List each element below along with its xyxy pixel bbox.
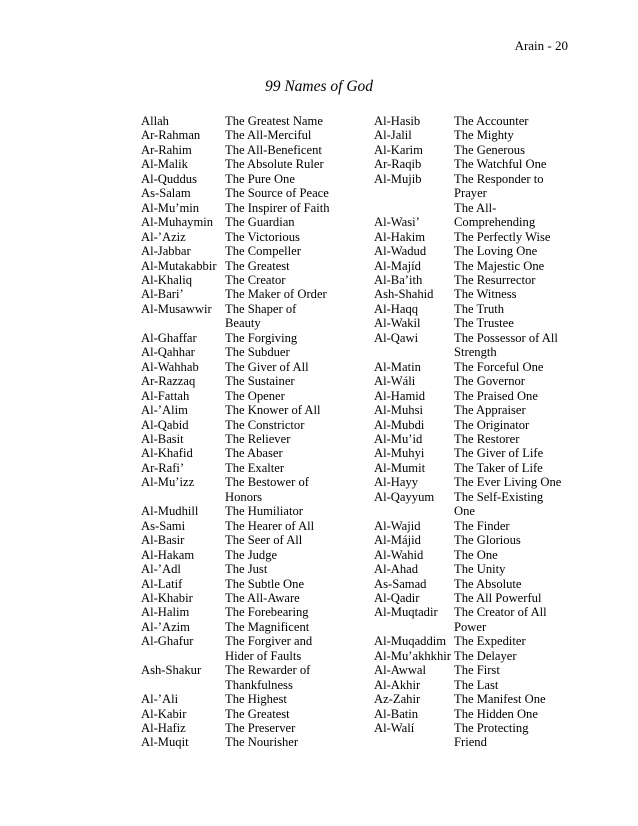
name-row [374, 490, 561, 504]
name-row [141, 316, 330, 330]
name-row [141, 273, 330, 287]
name-meaning: Comprehending [454, 215, 536, 230]
name-meaning: The All-Merciful [225, 128, 312, 143]
arabic-name: Al-’Adl [141, 562, 181, 577]
name-meaning: Thankfulness [225, 677, 293, 692]
name-row [374, 215, 561, 229]
name-meaning: The Creator [225, 272, 286, 287]
arabic-name [141, 649, 225, 663]
name-meaning: The Hidden One [454, 706, 538, 721]
arabic-name [141, 316, 225, 330]
name-row [374, 331, 561, 345]
name-meaning: The Delayer [454, 648, 517, 663]
name-row [141, 707, 330, 721]
name-row [141, 128, 330, 142]
name-meaning: The Appraiser [454, 403, 526, 418]
name-meaning: The Pure One [225, 171, 295, 186]
arabic-name: Al-Muqtadir [374, 605, 438, 620]
name-row [374, 519, 561, 533]
name-meaning: The First [454, 663, 500, 678]
name-row [141, 287, 330, 301]
name-row [374, 649, 561, 663]
name-row [141, 345, 330, 359]
name-row [141, 548, 330, 562]
name-row [374, 374, 561, 388]
name-meaning: The Unity [454, 562, 506, 577]
name-meaning: The Greatest Name [225, 114, 323, 128]
arabic-name: Al-Mudhill [141, 504, 199, 519]
arabic-name: As-Samad [374, 576, 427, 591]
arabic-name: Al-Wasi’ [374, 215, 420, 230]
name-row [141, 244, 330, 258]
name-row [374, 634, 561, 648]
arabic-name: Al-Jalil [374, 128, 412, 143]
arabic-name: Al-Wahid [374, 547, 424, 562]
name-meaning: The Abaser [225, 446, 283, 461]
page-title: 99 Names of God [264, 78, 374, 95]
name-meaning: The Possessor of All [454, 330, 558, 345]
name-meaning: The Truth [454, 301, 505, 316]
name-row [141, 721, 330, 735]
arabic-name: Al-Malik [141, 157, 188, 172]
name-meaning: The Nourisher [225, 735, 299, 750]
name-meaning: The Guardian [225, 215, 295, 230]
name-row [374, 201, 561, 215]
arabic-name: Al-Bari’ [141, 287, 184, 302]
name-row [141, 533, 330, 547]
name-row [141, 418, 330, 432]
name-row [374, 360, 561, 374]
name-meaning: One [454, 504, 475, 519]
name-meaning: The Highest [225, 692, 287, 707]
name-row [141, 562, 330, 576]
arabic-name: Al-Kabir [141, 706, 187, 721]
name-meaning: The Governor [454, 374, 525, 389]
arabic-name: Al-Karim [374, 142, 423, 157]
name-row [141, 504, 330, 518]
name-meaning: The Praised One [454, 388, 538, 403]
name-meaning: Prayer [454, 186, 487, 201]
name-meaning: The Just [225, 562, 268, 577]
name-row [141, 634, 330, 648]
names-column-left [141, 114, 330, 750]
arabic-name: Allah [141, 114, 169, 128]
name-meaning: Hider of Faults [225, 648, 302, 663]
arabic-name: Al-Wajid [374, 518, 421, 533]
name-meaning: The Preserver [225, 721, 296, 736]
name-row [141, 605, 330, 619]
name-meaning: The Protecting [454, 721, 529, 736]
name-meaning: The Giver of Life [454, 446, 544, 461]
name-meaning: The Greatest [225, 706, 290, 721]
arabic-name: Ash-Shakur [141, 663, 202, 678]
name-row [374, 230, 561, 244]
arabic-name: Al-Akhir [374, 677, 421, 692]
arabic-name: Ar-Razzaq [141, 374, 196, 389]
name-row [374, 273, 561, 287]
name-meaning: The Constrictor [225, 417, 305, 432]
arabic-name: Al-Qawi [374, 330, 419, 345]
name-meaning: Strength [454, 345, 497, 360]
name-row [374, 533, 561, 547]
arabic-name: Al-Ba’ith [374, 272, 423, 287]
name-meaning: The Self-Existing [454, 489, 544, 504]
arabic-name: Al-Mu’akhkhir [374, 648, 451, 663]
name-meaning: The All-Beneficent [225, 142, 322, 157]
arabic-name: Al-Mujib [374, 171, 422, 186]
name-meaning: The Knower of All [225, 403, 321, 418]
name-meaning: The Resurrector [454, 272, 536, 287]
name-row [141, 259, 330, 273]
name-meaning: The Forgiver and [225, 634, 313, 649]
arabic-name: Al-Majíd [374, 258, 421, 273]
name-row [141, 577, 330, 591]
name-meaning: Power [454, 619, 487, 634]
arabic-name: Al-Khabir [141, 590, 193, 605]
name-meaning: The Compeller [225, 244, 301, 259]
name-row [374, 302, 561, 316]
name-row [141, 143, 330, 157]
name-row [374, 548, 561, 562]
name-meaning: Friend [454, 735, 487, 750]
arabic-name: Al-Halim [141, 605, 190, 620]
name-meaning: Beauty [225, 316, 261, 331]
arabic-name: Al-’Azim [141, 619, 190, 634]
arabic-name: Al-Muhyi [374, 446, 425, 461]
name-meaning: The All Powerful [454, 590, 542, 605]
arabic-name: Al-Khafid [141, 446, 193, 461]
name-row [141, 360, 330, 374]
arabic-name: Al-Hasib [374, 114, 421, 128]
arabic-name: Al-Hayy [374, 475, 419, 490]
name-row [374, 186, 561, 200]
name-row [374, 605, 561, 619]
name-row [141, 215, 330, 229]
arabic-name [374, 345, 454, 359]
name-meaning: Honors [225, 489, 263, 504]
names-column-right [374, 114, 561, 750]
arabic-name: As-Sami [141, 518, 186, 533]
arabic-name [374, 201, 454, 215]
arabic-name: Al-Májid [374, 533, 421, 548]
name-row [141, 519, 330, 533]
arabic-name: Al-Matin [374, 359, 421, 374]
name-row [374, 128, 561, 142]
name-row [374, 620, 561, 634]
arabic-name: Al-Mutakabbir [141, 258, 217, 273]
name-row [374, 504, 561, 518]
name-meaning: The Last [454, 677, 499, 692]
name-row [141, 678, 330, 692]
name-meaning: The Forceful One [454, 359, 544, 374]
name-row [141, 620, 330, 634]
name-row [141, 114, 330, 128]
name-meaning: The Absolute Ruler [225, 157, 324, 172]
name-meaning: The Trustee [454, 316, 514, 331]
name-meaning: The All-Aware [225, 590, 300, 605]
arabic-name: Al-Latif [141, 576, 183, 591]
name-meaning: The Accounter [454, 114, 529, 128]
arabic-name: Al-Hafiz [141, 721, 186, 736]
name-meaning: The Maker of Order [225, 287, 327, 302]
name-row [141, 591, 330, 605]
name-meaning: The Majestic One [454, 258, 545, 273]
name-meaning: The Exalter [225, 460, 285, 475]
name-meaning: The Witness [454, 287, 517, 302]
name-row [374, 475, 561, 489]
name-meaning: The Mighty [454, 128, 514, 143]
name-meaning: The Opener [225, 388, 285, 403]
arabic-name: Al-Awwal [374, 663, 427, 678]
arabic-name: Al-Hamid [374, 388, 426, 403]
name-row [374, 143, 561, 157]
name-row [141, 389, 330, 403]
name-row [141, 186, 330, 200]
arabic-name: Al-Basit [141, 431, 184, 446]
name-meaning: The Watchful One [454, 157, 547, 172]
arabic-name: Al-Mumit [374, 460, 426, 475]
name-meaning: The Responder to [454, 171, 544, 186]
name-row [141, 157, 330, 171]
name-row [374, 172, 561, 186]
name-row [374, 707, 561, 721]
arabic-name: Al-Wahhab [141, 359, 199, 374]
name-meaning: The Reliever [225, 431, 291, 446]
arabic-name: Al-Ahad [374, 562, 419, 577]
name-meaning: The Sustainer [225, 374, 295, 389]
arabic-name: Ar-Rahman [141, 128, 201, 143]
name-row [141, 475, 330, 489]
name-meaning: The Originator [454, 417, 530, 432]
name-meaning: The Absolute [454, 576, 522, 591]
name-meaning: The Source of Peace [225, 186, 329, 201]
arabic-name [374, 735, 454, 749]
arabic-name: As-Salam [141, 186, 191, 201]
name-meaning: The Ever Living One [454, 475, 562, 490]
name-row [141, 649, 330, 663]
arabic-name: Al-Batin [374, 706, 419, 721]
arabic-name: Al-Hakam [141, 547, 195, 562]
arabic-name: Ar-Rahim [141, 142, 192, 157]
name-meaning: The All- [454, 200, 497, 215]
name-meaning: The Restorer [454, 431, 520, 446]
name-row [141, 302, 330, 316]
name-meaning: The Rewarder of [225, 663, 311, 678]
name-meaning: The Inspirer of Faith [225, 200, 330, 215]
name-row [374, 418, 561, 432]
name-row [141, 692, 330, 706]
arabic-name: Al-Muhaymin [141, 215, 214, 230]
name-row [141, 461, 330, 475]
name-row [374, 259, 561, 273]
name-row [374, 562, 561, 576]
name-row [141, 172, 330, 186]
name-meaning: The Hearer of All [225, 518, 315, 533]
name-row [374, 735, 561, 749]
arabic-name [374, 620, 454, 634]
arabic-name: Ar-Raqib [374, 157, 422, 172]
name-meaning: The Humiliator [225, 504, 303, 519]
name-row [141, 403, 330, 417]
name-meaning: The Generous [454, 142, 525, 157]
arabic-name: Al-Muqit [141, 735, 189, 750]
name-row [141, 374, 330, 388]
arabic-name: Al-Qadir [374, 590, 420, 605]
name-row [374, 663, 561, 677]
name-row [374, 244, 561, 258]
arabic-name: Al-Wadud [374, 244, 427, 259]
arabic-name: Al-Wakil [374, 316, 421, 331]
name-meaning: The Manifest One [454, 692, 546, 707]
name-row [374, 114, 561, 128]
name-row [141, 201, 330, 215]
arabic-name: Al-Fattah [141, 388, 190, 403]
name-meaning: The Finder [454, 518, 510, 533]
name-row [374, 678, 561, 692]
arabic-name: Ash-Shahid [374, 287, 434, 302]
arabic-name: Al-Haqq [374, 301, 419, 316]
name-meaning: The Expediter [454, 634, 526, 649]
name-row [374, 316, 561, 330]
arabic-name: Al-’Alim [141, 403, 188, 418]
name-meaning: The Glorious [454, 533, 521, 548]
arabic-name: Al-Qayyum [374, 489, 435, 504]
name-row [374, 432, 561, 446]
arabic-name [141, 678, 225, 692]
name-row [141, 735, 330, 749]
name-meaning: The Shaper of [225, 301, 297, 316]
name-row [374, 577, 561, 591]
name-row [374, 692, 561, 706]
name-row [374, 446, 561, 460]
arabic-name: Al-Quddus [141, 171, 197, 186]
arabic-name: Al-Mu’min [141, 200, 200, 215]
arabic-name: Al-Jabbar [141, 244, 191, 259]
name-meaning: The Forebearing [225, 605, 309, 620]
arabic-name: Al-Wáli [374, 374, 416, 389]
arabic-name: Al-Ghafur [141, 634, 194, 649]
name-meaning: The Perfectly Wise [454, 229, 551, 244]
arabic-name: Al-Muqaddim [374, 634, 447, 649]
name-row [141, 432, 330, 446]
name-row [141, 446, 330, 460]
name-meaning: The Loving One [454, 244, 538, 259]
name-meaning: The Creator of All [454, 605, 547, 620]
name-row [374, 721, 561, 735]
arabic-name [141, 490, 225, 504]
name-meaning: The Victorious [225, 229, 300, 244]
name-row [374, 389, 561, 403]
name-meaning: The Greatest [225, 258, 290, 273]
name-row [374, 345, 561, 359]
arabic-name: Al-’Ali [141, 692, 179, 707]
name-meaning: The Judge [225, 547, 278, 562]
name-row [141, 663, 330, 677]
name-meaning: The Bestower of [225, 475, 309, 490]
name-row [141, 331, 330, 345]
name-row [374, 403, 561, 417]
name-meaning: The Subduer [225, 345, 290, 360]
name-row [374, 461, 561, 475]
name-meaning: The Seer of All [225, 533, 303, 548]
arabic-name: Az-Zahir [374, 692, 421, 707]
page-number-header: Arain - 20 [514, 38, 568, 53]
arabic-name: Al-Muhsi [374, 403, 423, 418]
arabic-name: Ar-Rafi’ [141, 460, 185, 475]
arabic-name: Al-Qabid [141, 417, 189, 432]
name-meaning: The One [454, 547, 498, 562]
arabic-name: Al-Walí [374, 721, 415, 736]
arabic-name [374, 186, 454, 200]
arabic-name: Al-’Aziz [141, 229, 186, 244]
arabic-name [374, 504, 454, 518]
name-meaning: The Subtle One [225, 576, 305, 591]
arabic-name: Al-Qahhar [141, 345, 195, 360]
name-meaning: The Forgiving [225, 330, 298, 345]
name-row [374, 591, 561, 605]
arabic-name: Al-Hakim [374, 229, 426, 244]
name-meaning: The Magnificent [225, 619, 310, 634]
arabic-name: Al-Mubdi [374, 417, 425, 432]
arabic-name: Al-Mu’id [374, 431, 423, 446]
name-row [141, 490, 330, 504]
arabic-name: Al-Basir [141, 533, 185, 548]
arabic-name: Al-Mu’izz [141, 475, 195, 490]
name-row [141, 230, 330, 244]
name-row [374, 287, 561, 301]
arabic-name: Al-Ghaffar [141, 330, 197, 345]
name-row [374, 157, 561, 171]
name-meaning: The Taker of Life [454, 460, 543, 475]
name-meaning: The Giver of All [225, 359, 309, 374]
arabic-name: Al-Khaliq [141, 272, 193, 287]
arabic-name: Al-Musawwir [141, 301, 212, 316]
